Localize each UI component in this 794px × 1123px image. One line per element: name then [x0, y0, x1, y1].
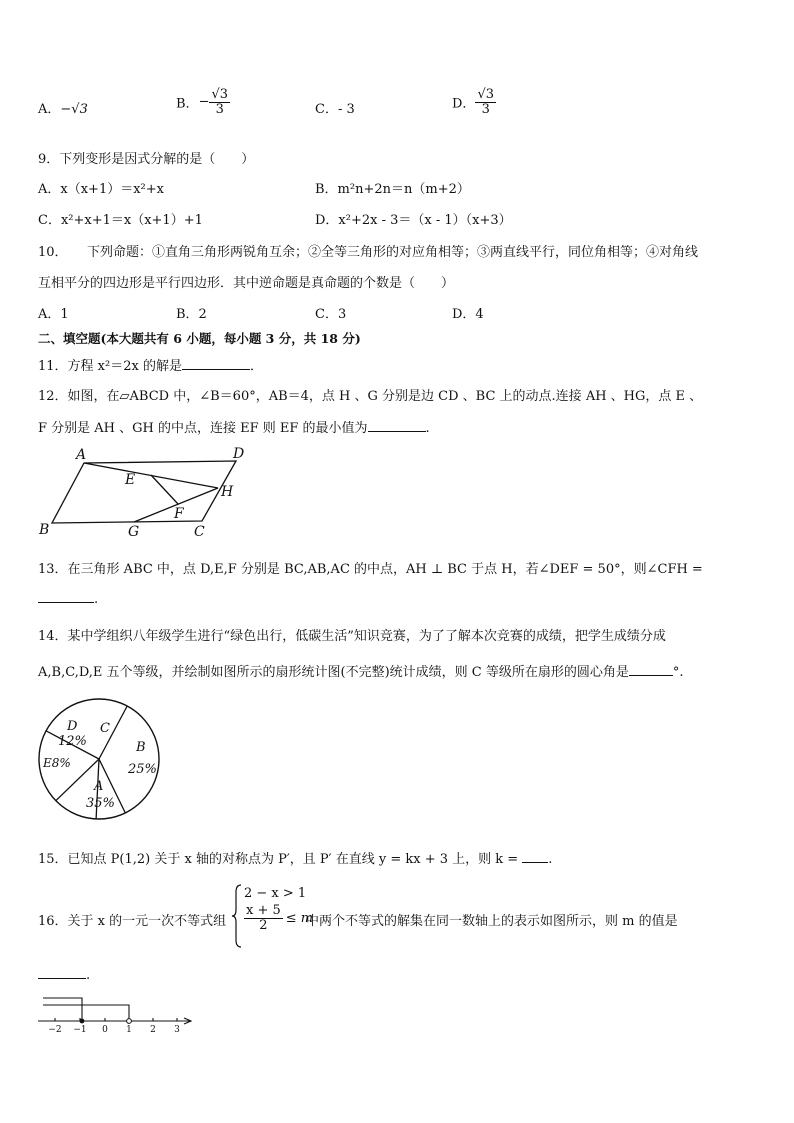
q9-option-b: B．m²n+2n＝n（m+2）: [315, 182, 470, 197]
pie-label-a-pct: 35%: [86, 796, 115, 811]
q11-answer-blank[interactable]: [182, 369, 250, 370]
tick-label-neg2: −2: [48, 1025, 62, 1034]
tick-label-3: 3: [174, 1025, 180, 1034]
q16-ineq2-denominator: 2: [259, 917, 268, 933]
q8-option-c: [315, 98, 355, 117]
left-brace-icon: [232, 884, 242, 948]
q8-option-c-value: - 3: [337, 102, 355, 117]
label-a: A: [76, 447, 87, 463]
q12-answer-blank[interactable]: [368, 431, 426, 432]
q10-option-c: C．3: [315, 307, 347, 322]
label-d: D: [233, 446, 245, 462]
q12-line2-text: F 分别是 AH 、GH 的中点，连接 EF 则 EF 的最小值为: [38, 421, 368, 436]
q9-option-c: C．x²+x+1＝x（x+1）+1: [38, 213, 203, 228]
pie-label-b-name: B: [136, 740, 146, 755]
q12-line1: 12．如图，在▱ABCD 中，∠B＝60°，AB＝4，点 H 、G 分别是边 CD 、BC 上的动点.连接 AH 、HG，点 E 、: [38, 389, 703, 404]
q16-ineq1: 2 − x > 1: [244, 886, 307, 901]
q8-option-a-value: −√3: [60, 102, 88, 117]
q14-line1: 14．某中学组织八年级学生进行“绿色出行，低碳生活”知识竞赛，为了了解本次竞赛的成绩，把学生成绩分成: [38, 629, 666, 644]
q16-ineq2-numerator: x + 5: [246, 903, 281, 918]
label-b: B: [39, 522, 50, 538]
q15-answer-blank[interactable]: [522, 862, 548, 863]
q8-option-d-numerator: √3: [477, 87, 494, 102]
q9-stem: 9．下列变形是因式分解的是（ ）: [38, 152, 255, 167]
q8-option-b-numerator: √3: [211, 87, 229, 102]
q16-end: .: [86, 968, 91, 983]
pie-chart: [34, 694, 164, 824]
q16-ineq2-fraction: [244, 904, 283, 932]
solution-ray-lower: [43, 998, 82, 1021]
q16-answer-blank[interactable]: [38, 978, 86, 979]
hollow-dot-icon: [127, 1019, 132, 1024]
solution-ray-upper: [43, 1005, 129, 1021]
q13-end: .: [94, 592, 99, 607]
pie-label-d-name: D: [67, 719, 78, 734]
q14-end: °.: [672, 665, 684, 680]
label-h: H: [221, 484, 234, 500]
q8-option-d: [452, 88, 496, 116]
q8-option-a-label: A．: [38, 102, 61, 117]
q8-option-b-denominator: 3: [215, 101, 224, 117]
q9-option-d: D．x²+2x - 3＝（x - 1）（x+3）: [315, 213, 512, 228]
q11-end: ．: [249, 359, 263, 374]
q16-ineq2: [244, 904, 313, 932]
tick-label-1: 1: [126, 1025, 132, 1034]
q14-answer-blank[interactable]: [629, 675, 673, 676]
pie-label-b-pct: 25%: [128, 762, 157, 777]
pie-label-c-name: C: [100, 721, 110, 736]
tick-label-2: 2: [150, 1025, 156, 1034]
q12-line2: [38, 417, 430, 436]
q10-option-b: B．2: [176, 307, 207, 322]
label-f: F: [174, 506, 184, 522]
q8-option-b-label: B．: [176, 96, 199, 112]
q10-line1: 10． 下列命题：①直角三角形两锐角互余；②全等三角形的对应角相等；③两直线平行，同位角相等；④对角线: [38, 245, 699, 260]
q16-suffix: 中两个不等式的解集在同一数轴上的表示如图所示，则 m 的值是: [306, 914, 678, 929]
q13-answer-blank[interactable]: [38, 602, 94, 603]
q8-option-a: [38, 98, 88, 117]
q15: [38, 848, 552, 867]
q8-option-b-fraction: [209, 88, 230, 116]
q10-option-d: D．4: [452, 307, 484, 322]
q16-prefix: 16．关于 x 的一元一次不等式组: [38, 914, 227, 929]
label-e: E: [125, 472, 136, 488]
pie-label-e: E8%: [43, 756, 71, 770]
q8-option-d-label: D．: [452, 96, 476, 112]
q8-option-c-label: C．: [315, 102, 338, 117]
q10-option-a: A．1: [38, 307, 69, 322]
pie-label-a-name: A: [94, 779, 104, 794]
solid-dot-icon: [80, 1019, 85, 1024]
pie-label-d-pct: 12%: [58, 734, 87, 749]
parallelogram-figure: [34, 442, 274, 538]
q16-ineq2-relation: ≤ m: [285, 910, 314, 926]
label-g: G: [128, 524, 140, 538]
q13-line1: 13．在三角形 ABC 中，点 D,E,F 分别是 BC,AB,AC 的中点，AH ⊥ BC 于点 H，若∠DEF = 50°，则∠CFH =: [38, 562, 703, 577]
number-line-figure: [34, 992, 196, 1034]
tick-label-0: 0: [102, 1025, 108, 1034]
q8-option-d-fraction: [475, 88, 496, 116]
q16-line2: [38, 968, 90, 983]
section-heading: 二、填空题(本大题共有 6 小题，每小题 3 分，共 18 分): [38, 331, 361, 346]
q11-text: 11．方程 x²＝2x 的解是: [38, 359, 182, 374]
label-c: C: [194, 524, 205, 538]
tick-label-neg1: −1: [73, 1025, 87, 1034]
q15-end: .: [548, 852, 553, 867]
q11: [38, 355, 263, 374]
q10-line2: 互相平分的四边形是平行四边形．其中逆命题是真命题的个数是（ ）: [38, 276, 455, 291]
q8-option-d-denominator: 3: [481, 101, 490, 117]
q13-line2: [38, 592, 98, 607]
q15-text: 15．已知点 P(1,2) 关于 x 轴的对称点为 P′，且 P′ 在直线 y = kx + 3 上，则 k =: [38, 852, 519, 867]
q8-option-b: [176, 88, 230, 116]
q14-line2-text: A,B,C,D,E 五个等级，并绘制如图所示的扇形统计图(不完整)统计成绩，则 C 等级所在扇形的圆心角是: [38, 665, 629, 680]
q8-option-b-sign: −: [198, 94, 210, 110]
q12-end: .: [425, 421, 430, 436]
q14-line2: [38, 661, 684, 680]
q9-option-a: A．x（x+1）＝x²+x: [38, 182, 164, 197]
